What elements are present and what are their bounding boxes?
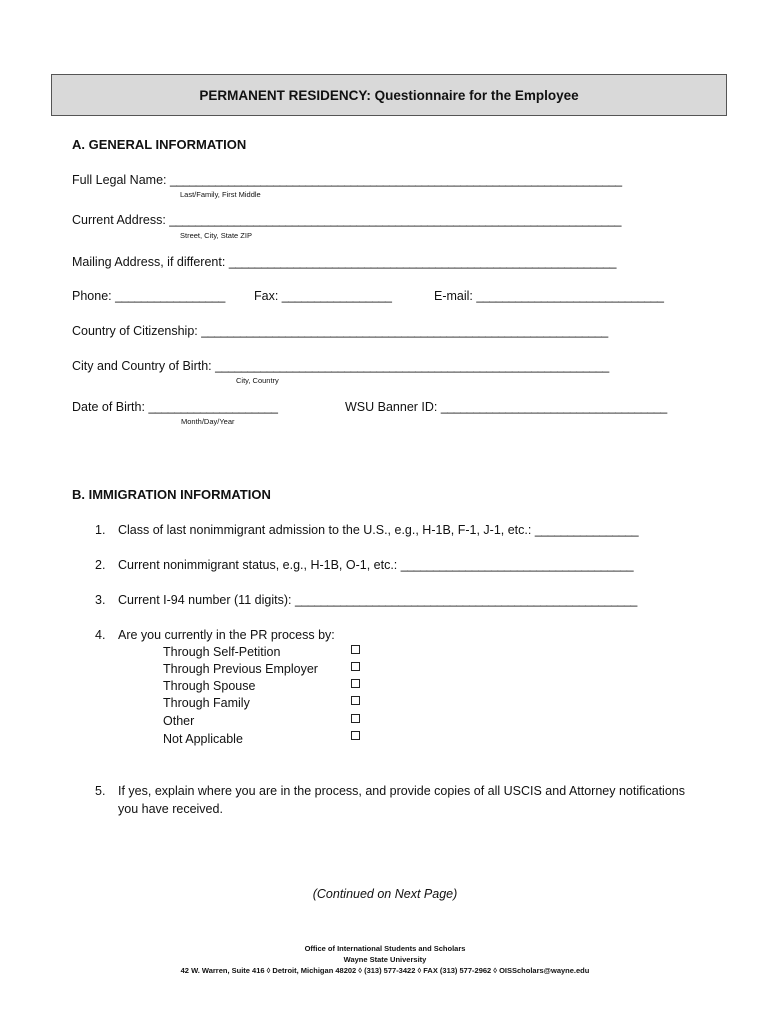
footer-office: Office of International Students and Scholars [304, 944, 466, 953]
q4-option-checkbox[interactable] [351, 714, 360, 723]
birth-place-hint: City, Country [236, 376, 279, 385]
q4-option-label: Through Family [163, 696, 250, 710]
email-field[interactable]: _____________________________ [476, 289, 664, 303]
birth-place-field[interactable]: _____________________________________________________________ [215, 359, 609, 373]
current-address-row [72, 213, 621, 227]
q1-field[interactable]: ________________ [534, 523, 639, 537]
birth-place-row [72, 359, 609, 373]
q1-row [118, 523, 638, 537]
q2-number: 2. [95, 558, 106, 572]
fax-field[interactable]: _________________ [281, 289, 392, 303]
fax-label: Fax: [254, 289, 279, 303]
full-name-row [72, 173, 622, 187]
page-title-box [51, 74, 727, 116]
dob-field[interactable]: ____________________ [148, 400, 278, 414]
current-address-label: Current Address: [72, 213, 166, 227]
dob-hint: Month/Day/Year [181, 417, 235, 426]
phone-label: Phone: [72, 289, 112, 303]
mailing-address-field[interactable]: ____________________________________________________________ [228, 255, 616, 269]
q4-option-label: Through Self-Petition [163, 645, 281, 659]
q1-text: Class of last nonimmigrant admission to the U.S., e.g., H-1B, F-1, J-1, etc.: [118, 523, 532, 537]
dob-row [72, 400, 277, 414]
fax-row [254, 289, 391, 303]
dob-label: Date of Birth: [72, 400, 145, 414]
email-row [434, 289, 664, 303]
footer-contact: 42 W. Warren, Suite 416 ◊ Detroit, Michigan 48202 ◊ (313) 577-3422 ◊ FAX (313) 577-2962 ◊ OISScholars@wayne.edu [180, 966, 590, 975]
q3-row [118, 593, 637, 607]
q2-row [118, 558, 633, 572]
q1-number: 1. [95, 523, 106, 537]
footer-university: Wayne State University [343, 955, 427, 964]
q4-text: Are you currently in the PR process by: [118, 628, 335, 642]
q4-number: 4. [95, 628, 106, 642]
q2-field[interactable]: ____________________________________ [400, 558, 634, 572]
mailing-address-label: Mailing Address, if different: [72, 255, 226, 269]
q4-option-label: Not Applicable [163, 732, 243, 746]
q4-option-label: Through Previous Employer [163, 662, 318, 676]
q2-text: Current nonimmigrant status, e.g., H-1B, O-1, etc.: [118, 558, 398, 572]
citizenship-field[interactable]: _______________________________________________________________ [201, 324, 608, 338]
email-label: E-mail: [434, 289, 473, 303]
q4-option-checkbox[interactable] [351, 731, 360, 740]
q5-text-line1: If yes, explain where you are in the process, and provide copies of all USCIS and Attorney notifications [118, 784, 685, 798]
q4-option-checkbox[interactable] [351, 662, 360, 671]
q3-text: Current I-94 number (11 digits): [118, 593, 292, 607]
section-b-heading: B. IMMIGRATION INFORMATION [72, 487, 271, 502]
page-title: PERMANENT RESIDENCY: Questionnaire for the Employee [199, 87, 579, 103]
citizenship-row [72, 324, 608, 338]
current-address-field[interactable]: ______________________________________________________________________ [169, 213, 621, 227]
phone-field[interactable]: _________________ [115, 289, 225, 303]
birth-place-label: City and Country of Birth: [72, 359, 212, 373]
q4-option-label: Other [163, 714, 195, 728]
section-a-heading: A. GENERAL INFORMATION [72, 137, 247, 152]
full-name-label: Full Legal Name: [72, 173, 167, 187]
continued-note: (Continued on Next Page) [312, 887, 458, 901]
full-name-hint: Last/Family, First Middle [180, 190, 261, 199]
q4-option-checkbox[interactable] [351, 696, 360, 705]
mailing-address-row [72, 255, 616, 269]
q3-field[interactable]: _____________________________________________________ [294, 593, 637, 607]
full-name-field[interactable]: ______________________________________________________________________ [169, 173, 622, 187]
q4-option-checkbox[interactable] [351, 645, 360, 654]
banner-id-field[interactable]: ___________________________________ [440, 400, 667, 414]
banner-id-row [345, 400, 667, 414]
current-address-hint: Street, City, State ZIP [180, 231, 252, 240]
q5-text-line2: you have received. [118, 802, 223, 816]
q3-number: 3. [95, 593, 106, 607]
phone-row [72, 289, 225, 303]
banner-id-label: WSU Banner ID: [345, 400, 438, 414]
q4-option-checkbox[interactable] [351, 679, 360, 688]
q4-option-label: Through Spouse [163, 679, 256, 693]
citizenship-label: Country of Citizenship: [72, 324, 198, 338]
q5-number: 5. [95, 784, 106, 798]
